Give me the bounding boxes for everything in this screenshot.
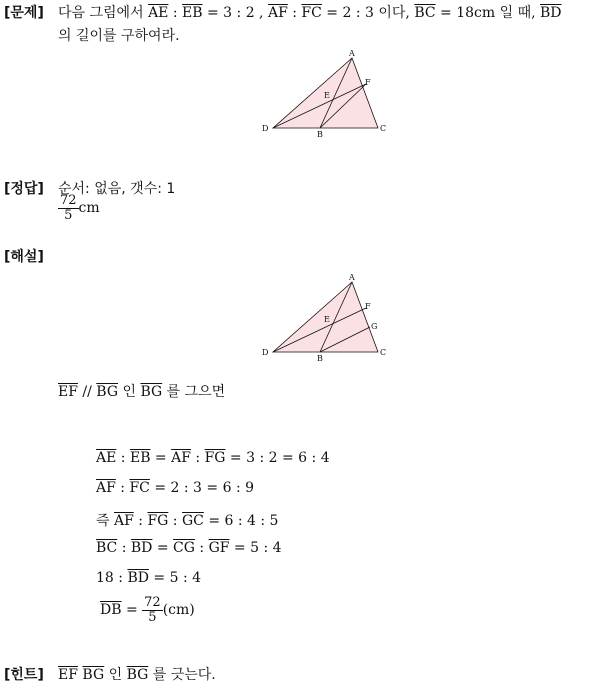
- label-B: B: [317, 130, 323, 139]
- answer-line-1: 순서: 없음, 갯수: 1: [58, 181, 176, 197]
- label-C: C: [380, 124, 387, 133]
- label-A: A: [349, 273, 355, 282]
- label-G: G: [371, 322, 378, 331]
- label-A: A: [349, 49, 355, 58]
- answer-label: [정답]: [4, 181, 44, 197]
- solution-row-6: $\overline{DB}$ = $\frac{72}{5}$ (cm): [100, 595, 195, 625]
- solution-row-1: $\overline{AE}$ : $\overline{EB} = \overline{AF}$ : $\overline{FG} = 3$ : 2 = 6 : 4: [96, 450, 330, 466]
- label-F: F: [365, 78, 371, 87]
- hint-line: $\overline{EF}$ $\overline{BG}$ 인 $\overline{BG}$ 를 긋는다.: [58, 667, 216, 683]
- solution-row-2: $\overline{AF}$ : $\overline{FC} = 2$ : 3 = 6 : 9: [96, 480, 255, 496]
- problem-line-1: 다음 그림에서 $\overline{AE}$ : $\overline{EB} = 3$ : 2 , $\overline{AF}$ : $\overline{FC} = 2$ : 3 이다, $\overline{BC} = 18cm$ 일 때, $\overline{BD}$: [58, 5, 562, 21]
- answer-fraction: $\frac{72}{5}$: [60, 193, 77, 223]
- triangle-figure-1: [258, 48, 392, 140]
- label-D: D: [262, 348, 269, 357]
- label-F: F: [365, 302, 371, 311]
- problem-line-2: 의 길이를 구하여라.: [58, 28, 180, 44]
- label-E: E: [324, 91, 330, 100]
- solution-row-3: 즉 $\overline{AF}$ : $\overline{FG}$ : $\overline{GC} = 6$ : 4 : 5: [96, 513, 279, 529]
- solution-row-5: 18 : $\overline{BD} = 5$ : 4: [96, 570, 202, 586]
- answer-value: $\frac{72}{5}$ cm: [60, 193, 100, 223]
- label-E: E: [324, 315, 330, 324]
- hint-label: [힌트]: [4, 667, 44, 683]
- db-fraction: $\frac{72}{5}$: [144, 595, 161, 625]
- solution-intro: $\overline{EF} // \overline{BG}$ 인 $\overline{BG}$ 를 그으면: [58, 384, 226, 400]
- solution-row-4: $\overline{BC}$ : $\overline{BD} = \overline{CG}$ : $\overline{GF} = 5$ : 4: [96, 540, 282, 556]
- solution-label: [해설]: [4, 249, 44, 265]
- label-C: C: [380, 348, 387, 357]
- label-D: D: [262, 124, 269, 133]
- problem-label: [문제]: [4, 5, 44, 21]
- triangle-figure-2: [258, 272, 392, 364]
- label-B: B: [317, 354, 323, 363]
